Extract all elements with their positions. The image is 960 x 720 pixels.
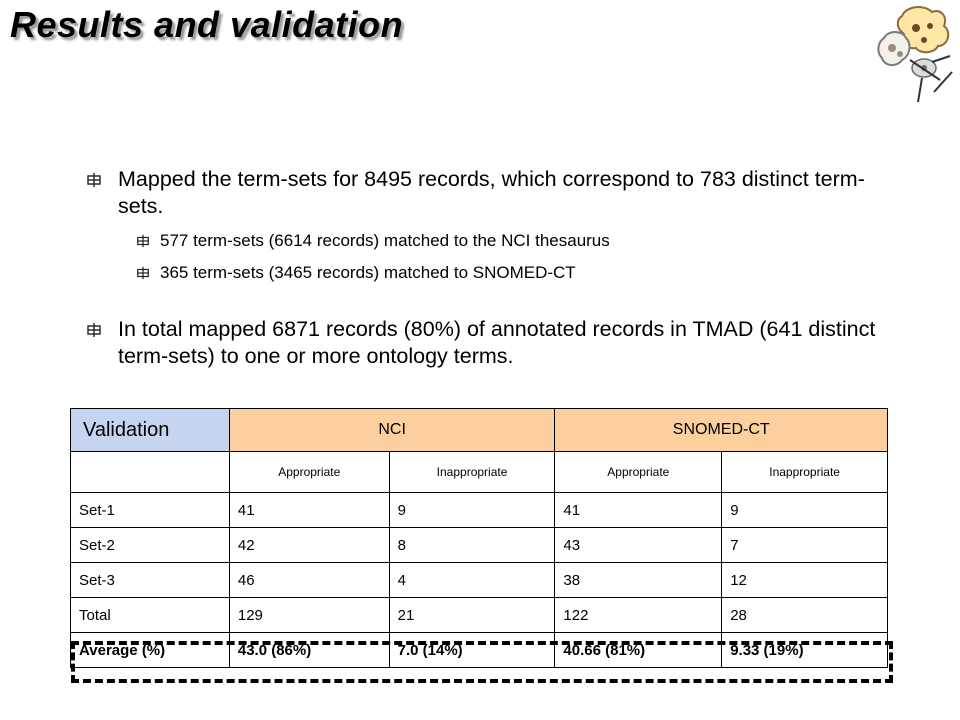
table-cell: 43 bbox=[555, 528, 722, 563]
row-label: Total bbox=[71, 598, 230, 633]
subheader-cell: Appropriate bbox=[229, 452, 389, 493]
table-cell: 41 bbox=[555, 493, 722, 528]
bullet-list bbox=[86, 166, 886, 380]
table-row bbox=[71, 598, 888, 633]
validation-table bbox=[70, 408, 888, 668]
table-cell: 9 bbox=[722, 493, 888, 528]
table-cell: 8 bbox=[389, 528, 555, 563]
table-cell: 4 bbox=[389, 563, 555, 598]
bullet-text: In total mapped 6871 records (80%) of annotated records in TMAD (641 distinct term-sets) to one or more ontology terms. bbox=[118, 317, 876, 368]
table-cell: 7.0 (14%) bbox=[389, 633, 555, 668]
table-row bbox=[71, 528, 888, 563]
table-average-row bbox=[71, 633, 888, 668]
table-cell: 21 bbox=[389, 598, 555, 633]
sub-bullet-item bbox=[136, 230, 886, 252]
sub-bullet-item bbox=[136, 262, 886, 284]
table-row bbox=[71, 493, 888, 528]
bullet-text: Mapped the term-sets for 8495 records, which correspond to 783 distinct term-sets. bbox=[118, 167, 865, 218]
hash-bullet-icon bbox=[86, 322, 102, 338]
table-cell: 7 bbox=[722, 528, 888, 563]
table-cell: 129 bbox=[229, 598, 389, 633]
table-cell: 12 bbox=[722, 563, 888, 598]
table-cell: 38 bbox=[555, 563, 722, 598]
bullet-item bbox=[86, 316, 886, 370]
table-header-row bbox=[71, 409, 888, 452]
group-header-snomed: SNOMED-CT bbox=[555, 409, 888, 452]
table-caption: Validation bbox=[71, 409, 230, 452]
row-label: Set-3 bbox=[71, 563, 230, 598]
sub-bullet-text: 577 term-sets (6614 records) matched to the NCI thesaurus bbox=[160, 231, 610, 250]
subheader-cell: Appropriate bbox=[555, 452, 722, 493]
mascot-logo-icon bbox=[872, 2, 956, 108]
row-label: Average (%) bbox=[71, 633, 230, 668]
sub-bullet-text: 365 term-sets (3465 records) matched to SNOMED-CT bbox=[160, 263, 576, 282]
table-cell: 43.0 (86%) bbox=[229, 633, 389, 668]
table-cell: 122 bbox=[555, 598, 722, 633]
subheader-cell: Inappropriate bbox=[722, 452, 888, 493]
table-cell: 9.33 (19%) bbox=[722, 633, 888, 668]
table-subheader-row bbox=[71, 452, 888, 493]
table-cell: 28 bbox=[722, 598, 888, 633]
table-cell: 9 bbox=[389, 493, 555, 528]
subheader-cell: Inappropriate bbox=[389, 452, 555, 493]
hash-bullet-icon bbox=[136, 234, 150, 248]
row-label: Set-1 bbox=[71, 493, 230, 528]
hash-bullet-icon bbox=[136, 266, 150, 280]
row-label: Set-2 bbox=[71, 528, 230, 563]
bullet-item bbox=[86, 166, 886, 220]
table-cell: 42 bbox=[229, 528, 389, 563]
empty-header-cell bbox=[71, 452, 230, 493]
slide-title: Results and validation bbox=[10, 4, 404, 45]
group-header-nci: NCI bbox=[229, 409, 555, 452]
table-row bbox=[71, 563, 888, 598]
hash-bullet-icon bbox=[86, 172, 102, 188]
table-cell: 40.66 (81%) bbox=[555, 633, 722, 668]
table-cell: 46 bbox=[229, 563, 389, 598]
table-cell: 41 bbox=[229, 493, 389, 528]
